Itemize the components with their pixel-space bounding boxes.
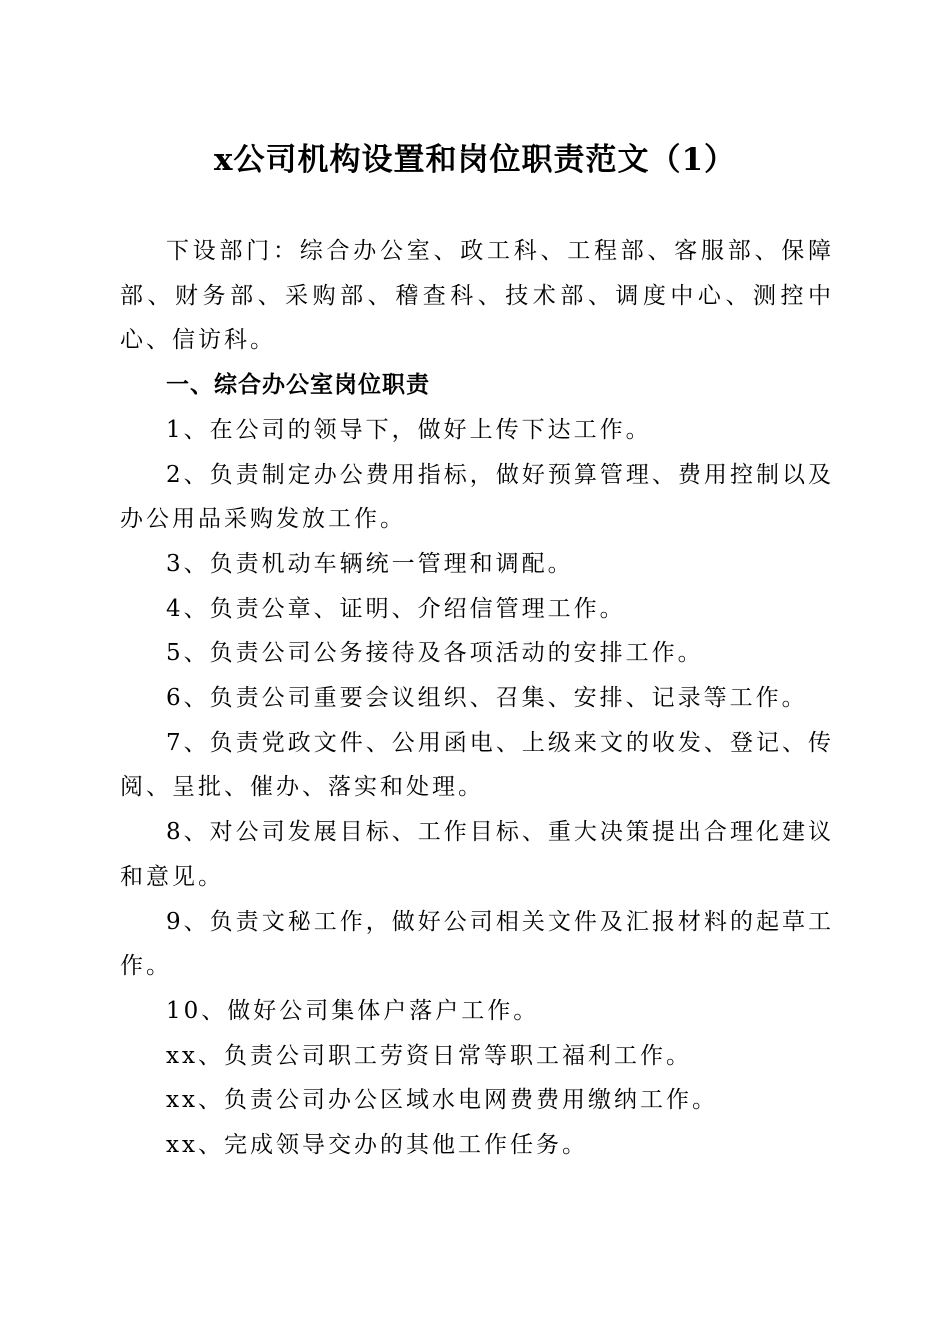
duty-item: 2、负责制定办公费用指标，做好预算管理、费用控制以及办公用品采购发放工作。 — [120, 461, 834, 533]
section-heading: 一、综合办公室岗位职责 — [166, 372, 430, 399]
duty-item: 7、负责党政文件、公用函电、上级来文的收发、登记、传阅、呈批、催办、落实和处理。 — [120, 729, 834, 801]
duty-item: 3、负责机动车辆统一管理和调配。 — [166, 550, 574, 577]
document-body — [120, 229, 834, 1168]
document-title: x公司机构设置和岗位职责范文（1） — [213, 142, 737, 178]
intro-paragraph: 下设部门：综合办公室、政工科、工程部、客服部、保障部、财务部、采购部、稽查科、技术部、调度中心、测控中心、信访科。 — [120, 238, 834, 354]
duty-item: 4、负责公章、证明、介绍信管理工作。 — [166, 595, 626, 622]
duty-item: 8、对公司发展目标、工作目标、重大决策提出合理化建议和意见。 — [120, 819, 834, 890]
duty-item: 10、做好公司集体户落户工作。 — [166, 997, 540, 1024]
duty-item: 9、负责文秘工作，做好公司相关文件及汇报材料的起草工作。 — [120, 908, 834, 980]
duty-item: 5、负责公司公务接待及各项活动的安排工作。 — [166, 640, 704, 667]
duty-item: 6、负责公司重要会议组织、召集、安排、记录等工作。 — [166, 685, 808, 712]
duty-item: xx、负责公司职工劳资日常等职工福利工作。 — [166, 1042, 692, 1069]
duty-item: xx、完成领导交办的其他工作任务。 — [166, 1132, 588, 1159]
duty-item: xx、负责公司办公区域水电网费费用缴纳工作。 — [166, 1087, 718, 1114]
duty-item: 1、在公司的领导下，做好上传下达工作。 — [166, 416, 652, 443]
